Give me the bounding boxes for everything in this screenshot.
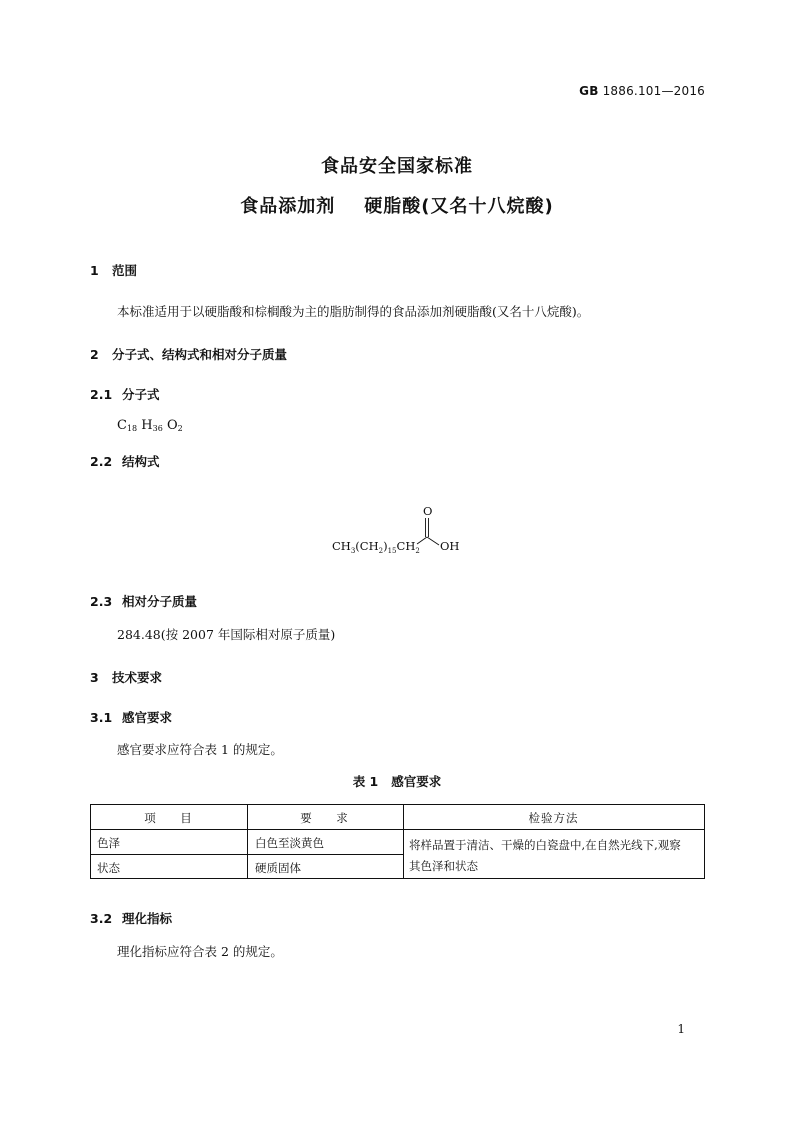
section-2-1-heading: 2.1 分子式 xyxy=(90,387,160,402)
section-3-1-body: 感官要求应符合表 1 的规定。 xyxy=(117,742,283,757)
table-1 xyxy=(90,804,705,879)
struct-bond-2 xyxy=(427,537,439,545)
document-subtitle: 食品添加剂 硬脂酸(又名十八烷酸) xyxy=(240,196,554,217)
table-cell-item: 色泽 xyxy=(97,836,120,850)
struct-chain-text: $CH_3(CH_2)_{15}CH_2$ xyxy=(332,539,420,555)
table-1-caption: 表 1 感官要求 xyxy=(352,774,442,789)
section-3-1-heading: 3.1 感官要求 xyxy=(90,710,173,725)
table-header-item: 项 目 xyxy=(144,811,194,825)
table-header-requirement: 要 求 xyxy=(300,811,350,825)
section-3-2-heading: 3.2 理化指标 xyxy=(90,911,173,926)
table-cell-item: 状态 xyxy=(97,861,120,875)
page-number: 1 xyxy=(677,1022,685,1036)
table-divider xyxy=(91,829,704,830)
table-cell-method-line1: 将样品置于清洁、干燥的白瓷盘中,在自然光线下,观察 xyxy=(409,838,681,852)
section-3-2-body: 理化指标应符合表 2 的规定。 xyxy=(117,944,283,959)
section-2-3-heading: 2.3 相对分子质量 xyxy=(90,594,198,609)
section-2-3-body: 284.48(按 2007 年国际相对原子质量) xyxy=(117,627,336,642)
struct-hydroxyl: OH xyxy=(440,539,460,553)
section-1-body: 本标准适用于以硬脂酸和棕榈酸为主的脂肪制得的食品添加剂硬脂酸(又名十八烷酸)。 xyxy=(117,304,590,319)
molecular-formula: $C_{18}$ $H_{36}$ $O_2$ xyxy=(117,418,183,433)
struct-bond-1 xyxy=(417,537,427,544)
section-3-heading: 3 技术要求 xyxy=(90,670,163,685)
standard-prefix: GB xyxy=(579,84,599,98)
document-title: 食品安全国家标准 xyxy=(321,156,473,177)
section-1-heading: 1 范围 xyxy=(90,263,138,278)
table-cell-method-line2: 其色泽和状态 xyxy=(409,859,478,873)
table-header-method: 检验方法 xyxy=(528,811,579,825)
table-cell-requirement: 硬质固体 xyxy=(255,861,301,875)
struct-oxygen: O xyxy=(423,504,433,518)
table-divider xyxy=(91,854,403,855)
structural-formula xyxy=(326,500,476,562)
standard-number xyxy=(579,84,705,98)
standard-code: 1886.101—2016 xyxy=(602,84,705,98)
section-2-2-heading: 2.2 结构式 xyxy=(90,454,160,469)
section-2-heading: 2 分子式、结构式和相对分子质量 xyxy=(90,347,288,362)
table-cell-requirement: 白色至淡黄色 xyxy=(255,836,324,850)
